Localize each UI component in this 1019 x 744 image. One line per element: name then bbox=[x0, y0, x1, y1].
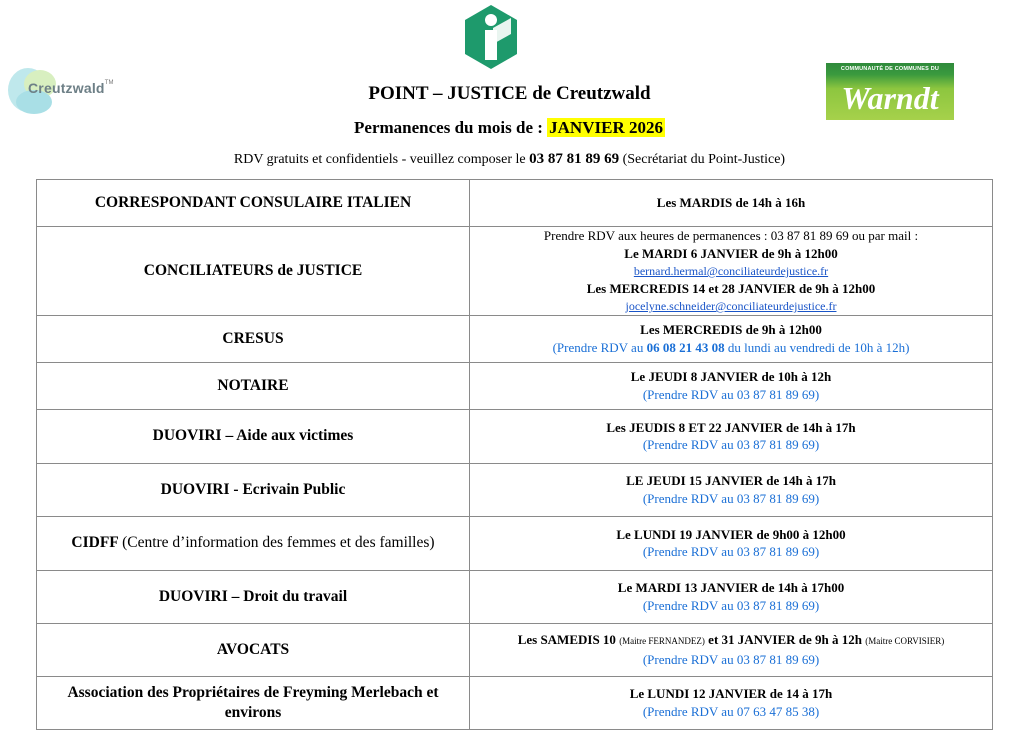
service-name: CORRESPONDANT CONSULAIRE ITALIEN bbox=[37, 180, 470, 227]
service-name: CRESUS bbox=[37, 315, 470, 362]
creutzwald-logo-text: Creutzwald™ bbox=[28, 80, 114, 96]
table-row bbox=[37, 180, 993, 227]
service-schedule: Le MARDI 13 JANVIER de 14h à 17h00 (Prendre RDV au 03 87 81 89 69) bbox=[470, 570, 993, 623]
table-row bbox=[37, 227, 993, 316]
page-subtitle: Permanences du mois de : JANVIER 2026 bbox=[354, 118, 663, 137]
service-name: NOTAIRE bbox=[37, 362, 470, 409]
email-link[interactable]: bernard.hermal@conciliateurdejustice.fr bbox=[633, 264, 829, 278]
schedule-table bbox=[36, 179, 993, 730]
service-name: Association des Propriétaires de Freyming Merlebach et environs bbox=[37, 676, 470, 729]
service-schedule: LE JEUDI 15 JANVIER de 14h à 17h (Prendre RDV au 03 87 81 89 69) bbox=[470, 463, 993, 516]
table-row bbox=[37, 362, 993, 409]
service-name: AVOCATS bbox=[37, 623, 470, 676]
table-row bbox=[37, 570, 993, 623]
service-schedule: Prendre RDV aux heures de permanences : 03 87 81 89 69 ou par mail : Le MARDI 6 JANVIER de 9h à 12h00 bernard.hermal@conciliateurdejustice.fr Les MERCREDIS 14 et 28 JANVIER de 9h à 12h00 jocelyne.schneider@conciliateurdejustice.fr bbox=[470, 227, 993, 316]
service-name: DUOVIRI - Ecrivain Public bbox=[37, 463, 470, 516]
service-name: DUOVIRI – Droit du travail bbox=[37, 570, 470, 623]
intro-phone: 03 87 81 89 69 bbox=[529, 151, 620, 167]
point-justice-logo bbox=[463, 4, 519, 70]
warndt-logo-top-text: COMMUNAUTÉ DE COMMUNES DU bbox=[840, 66, 940, 72]
table-row bbox=[37, 315, 993, 362]
month-highlight: JANVIER 2026 bbox=[549, 118, 663, 137]
table-row bbox=[37, 463, 993, 516]
service-schedule: Les SAMEDIS 10 (Maitre FERNANDEZ) et 31 JANVIER de 9h à 12h (Maitre CORVISIER) (Prendre RDV au 03 87 81 89 69) bbox=[470, 623, 993, 676]
table-row bbox=[37, 409, 993, 463]
service-schedule: Les MERCREDIS de 9h à 12h00 (Prendre RDV au 06 08 21 43 08 du lundi au vendredi de 10h à 12h) bbox=[470, 315, 993, 362]
page-title: POINT – JUSTICE de Creutzwald bbox=[368, 83, 651, 104]
intro-text: RDV gratuits et confidentiels - veuillez composer le 03 87 81 89 69 (Secrétariat du Point-Justice) bbox=[233, 151, 786, 167]
service-schedule: Le JEUDI 8 JANVIER de 10h à 12h (Prendre RDV au 03 87 81 89 69) bbox=[470, 362, 993, 409]
email-link[interactable]: jocelyne.schneider@conciliateurdejustice.fr bbox=[625, 299, 837, 313]
service-schedule: Le LUNDI 19 JANVIER de 9h00 à 12h00 (Prendre RDV au 03 87 81 89 69) bbox=[470, 516, 993, 570]
table-row bbox=[37, 676, 993, 729]
service-name: CONCILIATEURS de JUSTICE bbox=[37, 227, 470, 316]
service-name: CIDFF (Centre d’information des femmes et des familles) bbox=[37, 516, 470, 570]
table-row bbox=[37, 516, 993, 570]
service-schedule: Le LUNDI 12 JANVIER de 14 à 17h (Prendre RDV au 07 63 47 85 38) bbox=[470, 676, 993, 729]
warndt-logo-name: Warndt bbox=[841, 80, 939, 116]
table-row bbox=[37, 623, 993, 676]
service-schedule: Les MARDIS de 14h à 16h bbox=[470, 180, 993, 227]
service-name: DUOVIRI – Aide aux victimes bbox=[37, 409, 470, 463]
service-schedule: Les JEUDIS 8 ET 22 JANVIER de 14h à 17h (Prendre RDV au 03 87 81 89 69) bbox=[470, 409, 993, 463]
